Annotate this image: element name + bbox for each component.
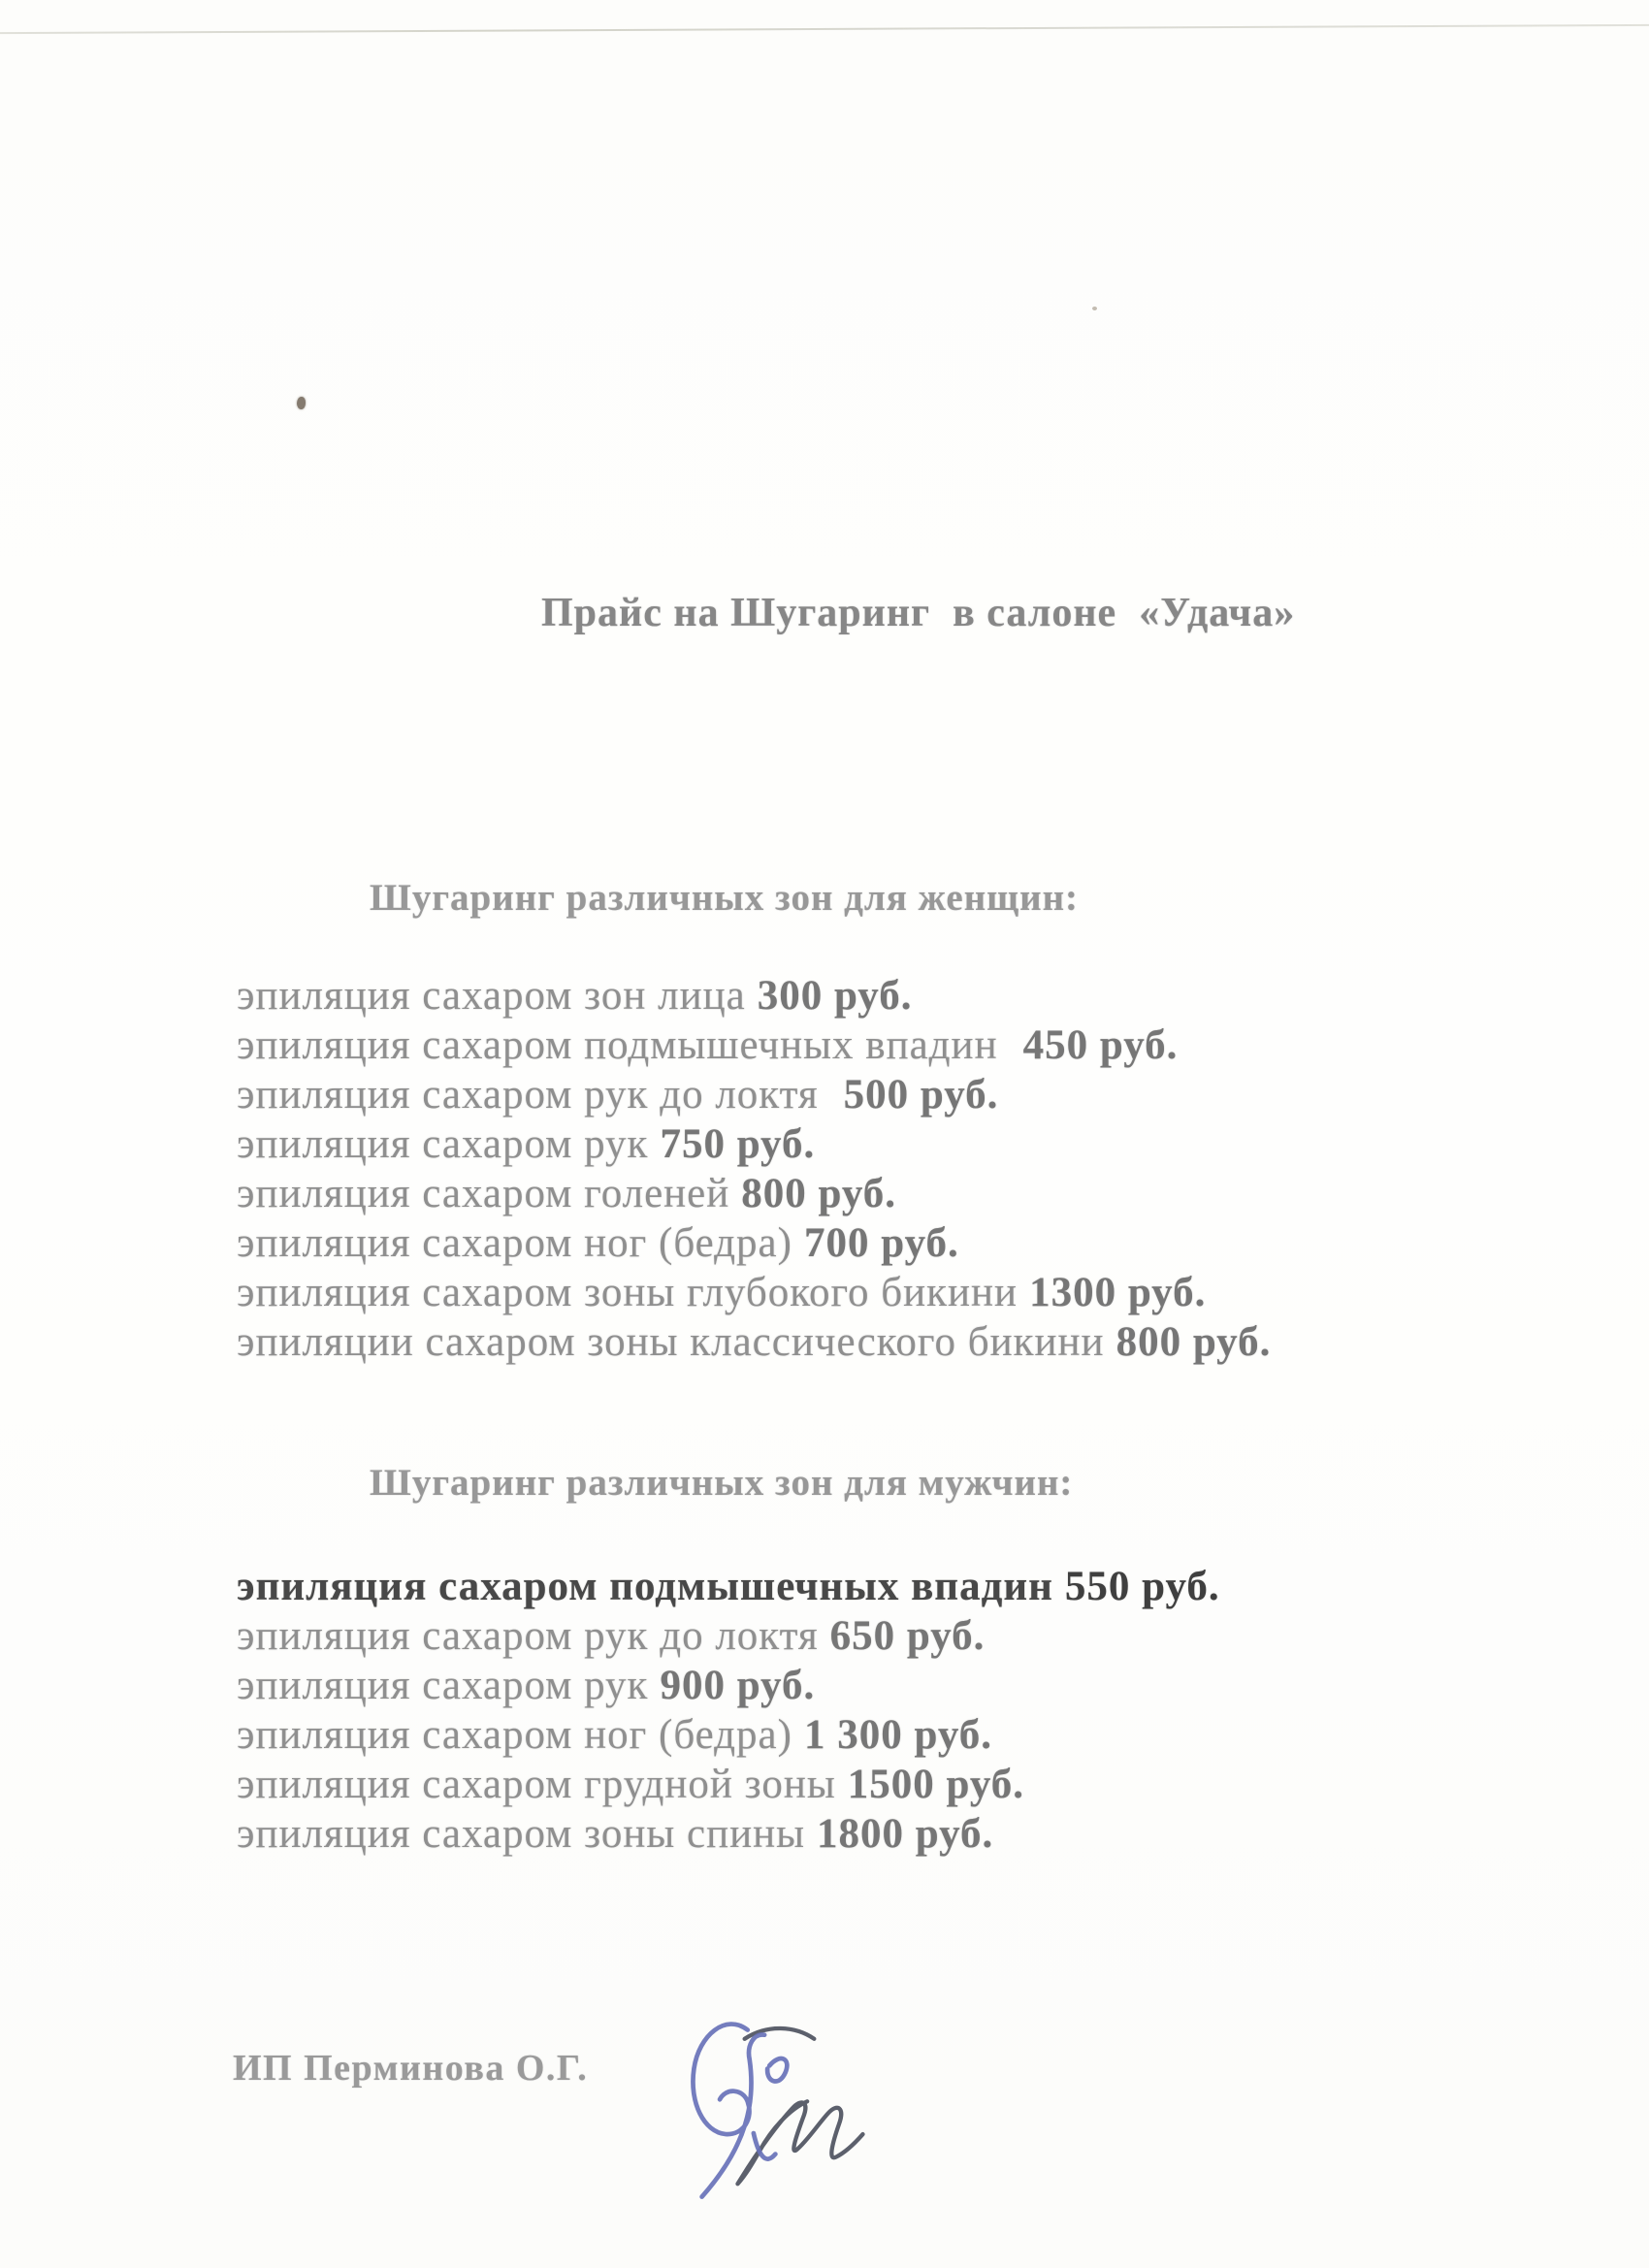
price-value: 550 руб. xyxy=(1064,1564,1220,1609)
price-row xyxy=(237,1218,1271,1268)
service-label: эпиляция сахаром зоны глубокого бикини xyxy=(237,1270,1018,1315)
price-row xyxy=(237,1760,1220,1809)
price-value: 750 руб. xyxy=(660,1121,816,1167)
service-label: эпиляция сахаром ног (бедра) xyxy=(237,1220,792,1266)
price-value: 800 руб. xyxy=(1116,1319,1272,1365)
service-label: эпиляция сахаром зон лица xyxy=(237,973,746,1019)
service-label: эпиляция сахаром зоны спины xyxy=(237,1811,806,1857)
service-label: эпиляция сахаром рук xyxy=(237,1121,649,1167)
service-label: эпиляция сахаром ног (бедра) xyxy=(237,1712,792,1758)
price-value: 1500 руб. xyxy=(847,1762,1025,1807)
service-label: эпиляция сахаром рук до локтя xyxy=(237,1072,819,1118)
signature-svg xyxy=(648,2006,871,2215)
scan-artifact-line xyxy=(0,24,1649,34)
scan-speck xyxy=(297,397,306,409)
price-value: 1800 руб. xyxy=(817,1811,994,1857)
price-list-women xyxy=(237,971,1271,1367)
service-label: эпиляция сахаром голеней xyxy=(237,1171,730,1216)
price-row xyxy=(237,1710,1220,1760)
price-row xyxy=(237,1268,1271,1317)
service-label: эпиляция сахаром рук xyxy=(237,1663,649,1708)
price-value: 800 руб. xyxy=(741,1171,897,1216)
price-row xyxy=(237,1021,1271,1070)
price-row xyxy=(237,1611,1220,1661)
price-row xyxy=(237,1070,1271,1119)
service-label: эпиляция сахаром подмышечных впадин xyxy=(237,1022,998,1068)
service-label: эпиляция сахаром грудной зоны xyxy=(237,1762,836,1807)
price-row xyxy=(237,971,1271,1021)
service-label: эпиляция сахаром рук до локтя xyxy=(237,1613,819,1659)
section-heading-men: Шугаринг различных зон для мужчин: xyxy=(370,1462,1074,1504)
price-row xyxy=(237,1169,1271,1218)
price-row xyxy=(237,1119,1271,1169)
price-row xyxy=(237,1809,1220,1859)
price-value: 450 руб. xyxy=(1022,1022,1179,1068)
price-row xyxy=(237,1661,1220,1710)
page-title: Прайс на Шугаринг в салоне «Удача» xyxy=(541,591,1296,635)
price-value: 300 руб. xyxy=(757,973,913,1019)
price-value: 500 руб. xyxy=(843,1072,999,1118)
signature-stroke-blue xyxy=(693,2025,787,2197)
price-value: 700 руб. xyxy=(803,1220,959,1266)
signer-name: ИП Перминова О.Г. xyxy=(233,2048,589,2089)
service-label: эпиляции сахаром зоны классического бикини xyxy=(237,1319,1105,1365)
price-list-men xyxy=(237,1562,1220,1859)
price-row xyxy=(237,1562,1220,1611)
section-heading-women: Шугаринг различных зон для женщин: xyxy=(370,877,1080,919)
price-value: 650 руб. xyxy=(829,1613,986,1659)
signature-stroke-dark xyxy=(737,2028,862,2184)
price-value: 1300 руб. xyxy=(1029,1270,1207,1315)
handwritten-signature xyxy=(648,2006,871,2215)
price-value: 900 руб. xyxy=(660,1663,816,1708)
price-value: 1 300 руб. xyxy=(803,1712,992,1758)
scan-speck-small xyxy=(1092,307,1097,310)
price-row xyxy=(237,1317,1271,1367)
service-label: эпиляция сахаром подмышечных впадин xyxy=(237,1564,1053,1609)
